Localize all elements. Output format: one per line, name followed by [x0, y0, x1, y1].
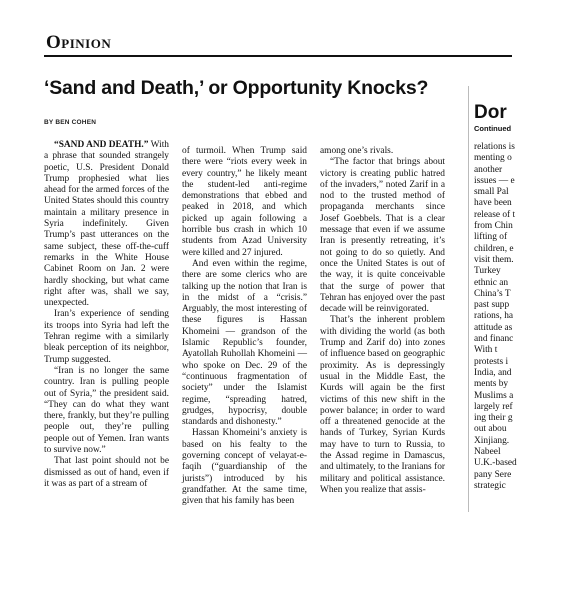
- side-article-line: small Pal: [474, 187, 509, 198]
- side-article-line: relations is: [474, 142, 515, 152]
- side-article-line: and financ: [474, 334, 514, 345]
- article-paragraph: [182, 146, 307, 259]
- article-paragraph: [182, 259, 307, 428]
- main-article-columns: [44, 146, 462, 512]
- side-article-line: another: [474, 164, 503, 175]
- side-article-line: visit them.: [474, 254, 514, 265]
- side-article-line: lifting of: [474, 232, 508, 243]
- side-article-line: pany Sere: [474, 469, 512, 480]
- side-article-line: With t: [474, 345, 498, 356]
- article-paragraph: [320, 157, 445, 315]
- paragraph-text: Hassan Khomeini’s anxiety is based on his fealty to the governing concept of velayat-e-faqih (“guardianship of the jurists”) introduced by his grandfather. At the same time, given that his family has been: [182, 428, 307, 507]
- article-column-2: [182, 146, 307, 596]
- side-article: [472, 76, 582, 512]
- side-article-column: [474, 142, 517, 492]
- paragraph-text: And even within the regime, there are some clerics who are talking up the notion that Iran is in the midst of a “crisis.” Arguably, the most interesting of these figures is Hassan Khomeini — grandson of the Islamic Republic’s founder, Ayatollah Ruhollah Khomeini — who spoke on Dec. 29 of the “continuous fragmentation of society” under the Islamist regime, “spreading hatred, grudges, hypocrisy, double standards and dishonesty.”: [182, 258, 307, 428]
- side-article-line: issues — e: [474, 175, 515, 186]
- article-paragraph: [182, 428, 307, 507]
- side-article-line: children, e: [474, 243, 514, 254]
- side-article-line: ethnic an: [474, 277, 509, 288]
- side-article-line: largely ref: [474, 401, 513, 412]
- paragraph-text: That last point should not be dismissed as out of hand, even if it was as part of a stream of: [44, 456, 169, 489]
- side-article-line: Turkey: [474, 266, 501, 277]
- side-article-line: Muslims a: [474, 390, 514, 401]
- paragraph-text: Iran’s experience of sending its troops into Syria had left the Tehran regime with a similarly bleak perception of its neighbor, Trump suggested.: [44, 309, 169, 365]
- paragraph-text: With a phrase that sounded strangely poetic, U.S. President Donald Trump prophesied what lies ahead for the armed forces of the United States should this country maintain a military presence in Syria indefinitely. Given Trump’s past utterances on the same subject, these off-the-cuff remarks in the White House Cabinet Room on Jan. 2 were hardly shocking, but what came right after was, shall we say, unexpected.: [44, 140, 169, 309]
- article-paragraph: [320, 315, 445, 496]
- article-paragraph: [320, 146, 445, 157]
- paragraph-text: “Iran is no longer the same country. Iran is pulling people out of Syria,” the president said. “They can do what they want there, frankly, but they’re pulling people out, they’re pulling people out of Yemen. Iran wants to survive now.”: [44, 365, 169, 456]
- side-article-title: Dor: [474, 102, 507, 123]
- article-column-3: [320, 146, 445, 596]
- article-headline: ‘Sand and Death,’ or Opportunity Knocks?: [44, 77, 429, 99]
- side-article-line: past supp: [474, 300, 510, 311]
- paragraph-text: among one’s rivals.: [320, 146, 394, 156]
- lead-in: “SAND AND DEATH.”: [54, 140, 149, 150]
- paragraph-text: of turmoil. When Trump said there were “riots every week in every country,” he likely meant the student-led anti-regime demonstrations that ebbed and peaked in 2018, and which picked up again following a horrible bus crash in which 10 students from Azad University were killed and 27 injured.: [182, 146, 307, 258]
- side-article-line: India, and: [474, 367, 512, 378]
- side-article-line: out abou: [474, 424, 507, 435]
- side-article-line: have been: [474, 198, 512, 209]
- side-article-line: U.K.-based: [474, 458, 517, 469]
- side-article-line: from Chin: [474, 221, 513, 232]
- side-article-line: rations, ha: [474, 311, 514, 322]
- side-article-line: release of t: [474, 209, 516, 220]
- section-label: Opinion: [46, 32, 112, 53]
- side-article-line: Xinjiang.: [474, 435, 510, 446]
- side-article-line: strategic: [474, 480, 506, 491]
- side-article-line: attitude as: [474, 322, 513, 333]
- side-article-line: protests i: [474, 356, 509, 367]
- paragraph-text: “The factor that brings about victory is creating public hatred of the invaders,” noted Zarif in a nod to the trusted method of propaganda merchants since Josef Goebbels. That is a clear message that even if we assume Iran is presently retreating, it’s not going to do so quietly. And once the United States is out of the way, it is quite conceivable that the surge of power that Tehran has enjoyed over the past decade will be reinvigorated.: [320, 157, 445, 315]
- paragraph-text: That’s the inherent problem with dividing the world (as both Trump and Zarif do) into zones of influence based on geographic proximity. As is depressingly usual in the Middle East, the Kurds will again be the first victims of this new shift in the power balance; in order to ward off a threatened genocide at the hands of Turkey, Syrian Kurds may have to turn to Russia, to the Assad regime in Damascus, and ultimately, to the Iranians for military and political assistance. When you realize that assis-: [320, 315, 445, 495]
- column-divider: [468, 86, 469, 512]
- side-article-continued: Continued: [474, 124, 512, 133]
- side-article-line: ing their g: [474, 413, 513, 424]
- section-rule: [44, 55, 512, 57]
- article-byline: BY BEN COHEN: [44, 119, 97, 126]
- side-article-line: China’s T: [474, 288, 511, 299]
- side-article-line: menting o: [474, 153, 512, 164]
- side-article-line: ments by: [474, 379, 509, 390]
- side-article-line: Nabeel: [474, 447, 501, 458]
